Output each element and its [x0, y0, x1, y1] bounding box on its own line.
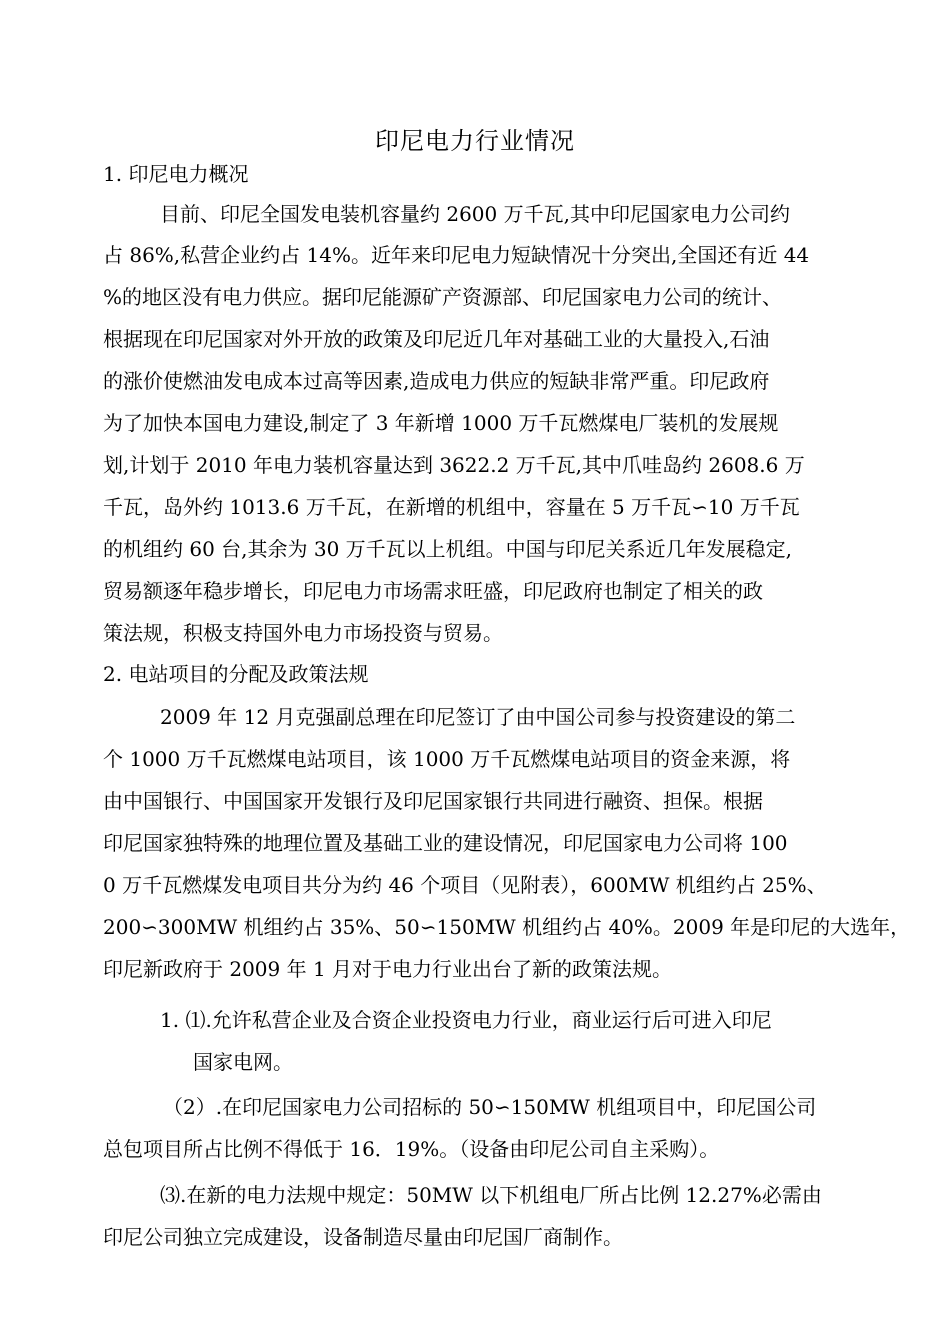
policy-item-3-line: 印尼公司独立完成建设，设备制造尽量由印尼国厂商制作。 [103, 1225, 623, 1249]
policy-item-2-line: 总包项目所占比例不得低于 16．19%。（设备由印尼公司自主采购）。 [103, 1137, 720, 1161]
paragraph-line: 目前、印尼全国发电装机容量约 2600 万千瓦,其中印尼国家电力公司约 [160, 202, 790, 226]
paragraph-line: 的机组约 60 台,其余为 30 万千瓦以上机组。中国与印尼关系近几年发展稳定, [103, 537, 793, 561]
policy-item-2-line: （2）.在印尼国家电力公司招标的 50∽150MW 机组项目中，印尼国公司 [163, 1095, 817, 1119]
policy-item-1-line: 国家电网。 [193, 1050, 293, 1074]
paragraph-line: 由中国银行、中国国家开发银行及印尼国家银行共同进行融资、担保。根据 [103, 789, 763, 813]
paragraph-line: 0 万千瓦燃煤发电项目共分为约 46 个项目（见附表），600MW 机组约占 25%、 [103, 873, 827, 897]
paragraph-line: 策法规，积极支持国外电力市场投资与贸易。 [103, 621, 503, 645]
paragraph-line: 2009 年 12 月克强副总理在印尼签订了由中国公司参与投资建设的第二 [160, 705, 796, 729]
policy-item-3-line: ⑶.在新的电力法规中规定：50MW 以下机组电厂所占比例 12.27%必需由 [160, 1183, 822, 1207]
paragraph-line: %的地区没有电力供应。据印尼能源矿产资源部、印尼国家电力公司的统计、 [103, 285, 783, 309]
paragraph-line: 为了加快本国电力建设,制定了 3 年新增 1000 万千瓦燃煤电厂装机的发展规 [103, 411, 779, 435]
paragraph-line: 千瓦，岛外约 1013.6 万千瓦，在新增的机组中，容量在 5 万千瓦∽10 万千瓦 [103, 495, 800, 519]
document-title: 印尼电力行业情况 [375, 127, 575, 155]
section-2-heading: 2. 电站项目的分配及政策法规 [103, 662, 369, 686]
paragraph-line: 贸易额逐年稳步增长，印尼电力市场需求旺盛，印尼政府也制定了相关的政 [103, 579, 763, 603]
paragraph-line: 印尼新政府于 2009 年 1 月对于电力行业出台了新的政策法规。 [103, 957, 673, 981]
paragraph-line: 根据现在印尼国家对外开放的政策及印尼近几年对基础工业的大量投入,石油 [103, 327, 770, 351]
paragraph-line: 个 1000 万千瓦燃煤电站项目，该 1000 万千瓦燃煤电站项目的资金来源，将 [103, 747, 791, 771]
paragraph-line: 200∽300MW 机组约占 35%、50∽150MW 机组约占 40%。2009 年是印尼的大选年， [103, 915, 911, 939]
paragraph-line: 占 86%,私营企业约占 14%。近年来印尼电力短缺情况十分突出,全国还有近 44 [103, 243, 810, 267]
paragraph-line: 的涨价使燃油发电成本过高等因素,造成电力供应的短缺非常严重。印尼政府 [103, 369, 770, 393]
paragraph-line: 印尼国家独特殊的地理位置及基础工业的建设情况，印尼国家电力公司将 100 [103, 831, 788, 855]
policy-item-1-line: 1. ⑴.允许私营企业及合资企业投资电力行业，商业运行后可进入印尼 [160, 1008, 772, 1032]
section-1-heading: 1. 印尼电力概况 [103, 162, 249, 186]
paragraph-line: 划,计划于 2010 年电力装机容量达到 3622.2 万千瓦,其中爪哇岛约 2608.6 万 [103, 453, 805, 477]
